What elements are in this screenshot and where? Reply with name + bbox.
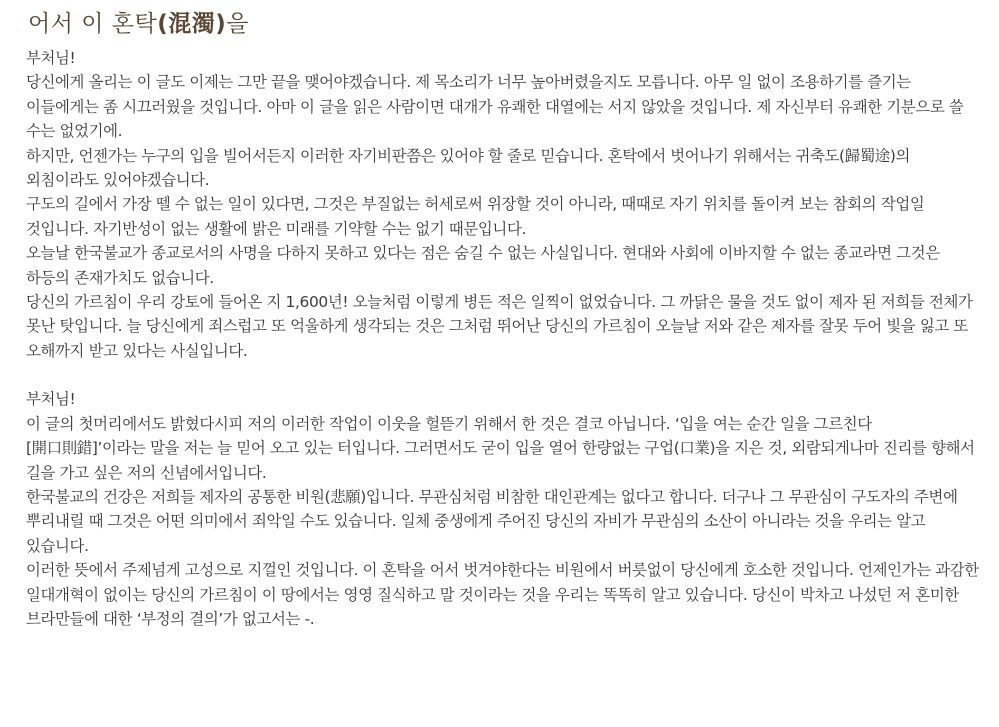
salutation-2: 부처님!	[26, 390, 76, 409]
page-title	[28, 8, 981, 40]
section-gap	[26, 363, 981, 387]
paragraph-1-1: 당신에게 올리는 이 글도 이제는 그만 끝을 맺어야겠습니다. 제 목소리가 너무 높아버렸을지도 모릅니다. 아무 일 없이 조용하기를 즐기는 이들에게는 좀 시끄러웠을 것입니다. 아마 이 글을 읽은 사람이면 대개가 유쾌한 대열에는 서지 않았을 것입니다. 제 자신부터 유쾌한 기분으로 쓸 수는 없었기에.	[26, 73, 964, 141]
title-hanja: (混濁)	[157, 11, 227, 37]
title-suffix: 을	[226, 11, 249, 37]
paragraph-2-2: 한국불교의 건강은 저희들 제자의 공통한 비원(悲願)입니다. 무관심처럼 비참한 대인관계는 없다고 합니다. 더구나 그 무관심이 구도자의 주변에 뿌리내릴 때 그것은 어떤 의미에서 죄악일 수도 있습니다. 일체 중생에게 주어진 당신의 자비가 무관심의 소산이 아니라는 것을 우리는 알고 있습니다.	[26, 487, 958, 555]
paragraph-2-1: 이 글의 첫머리에서도 밝혔다시피 저의 이러한 작업이 이웃을 헐뜯기 위해서 한 것은 결코 아닙니다. ‘입을 여는 순간 일을 그르친다[開口則錯]’이라는 말을 저는 늘 믿어 오고 있는 터입니다. 그러면서도 굳이 입을 열어 한량없는 구업(口業)을 지은 것, 외람되게나마 진리를 향해서 길을 가고 싶은 저의 신념에서입니다.	[26, 414, 975, 482]
paragraph-1-5: 당신의 가르침이 우리 강토에 들어온 지 1,600년! 오늘처럼 이렇게 병든 적은 일찍이 없었습니다. 그 까닭은 물을 것도 없이 제자 된 저희들 전체가 못난 탓입니다. 늘 당신에게 죄스럽고 또 억울하게 생각되는 것은 그처럼 뛰어난 당신의 가르침이 오늘날 저와 같은 제자를 잘못 두어 빛을 잃고 또 오해까지 받고 있다는 사실입니다.	[26, 293, 973, 360]
paragraph-1-4: 오늘날 한국불교가 종교로서의 사명을 다하지 못하고 있다는 점은 숨길 수 없는 사실입니다. 현대와 사회에 이바지할 수 없는 종교라면 그것은 하등의 존재가치도 없습니다.	[26, 244, 940, 287]
paragraph-1-2: 하지만, 언젠가는 누구의 입을 빌어서든지 이러한 자기비판쯤은 있어야 할 줄로 믿습니다. 혼탁에서 벗어나기 위해서는 귀축도(歸蜀途)의 외침이라도 있어야겠습니다.	[26, 146, 911, 190]
paragraph-2-3: 이러한 뜻에서 주제넘게 고성으로 지껄인 것입니다. 이 혼탁을 어서 벗겨야한다는 비원에서 버릇없이 당신에게 호소한 것입니다. 언제인가는 과감한 일대개혁이 없이는 당신의 가르침이 이 땅에서는 영영 질식하고 말 것이라는 것을 우리는 똑똑히 알고 있습니다. 당신이 박차고 나섰던 저 혼미한 브라만들에 대한 ‘부정의 결의’가 없고서는 -.	[26, 561, 979, 628]
paragraph-1-3: 구도의 길에서 가장 뗄 수 없는 일이 있다면, 그것은 부질없는 허세로써 위장할 것이 아니라, 때때로 자기 위치를 돌이켜 보는 참회의 작업일 것입니다. 자기반성이 없는 생활에 밝은 미래를 기약할 수는 없기 때문입니다.	[26, 195, 925, 238]
salutation-1: 부처님!	[26, 49, 76, 67]
title-text: 어서 이 혼탁	[28, 11, 158, 37]
